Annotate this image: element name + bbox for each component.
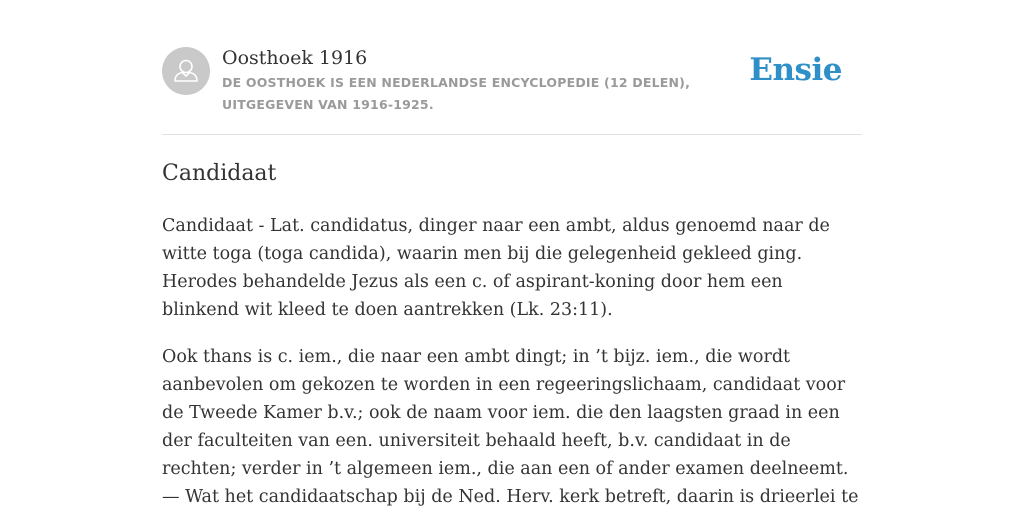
article-paragraph: Ook thans is c. iem., die naar een ambt dingt; in ’t bijz. iem., die wordt aanbevolen om gekozen te worden in een regeeringslichaam, candidaat voor de Tweede Kamer b.v.; ook de naam voor iem. die den laagsten graad in een der faculteiten van een. universiteit behaald heeft, b.v. candidaat in de rechten; verder in ’t algemeen iem., die aan een of ander examen deelneemt. — Wat het candidaatschap bij de Ned. Herv. kerk betreft, daarin is drieerlei te xyxy=(162,347,859,507)
article-body xyxy=(162,212,862,512)
source-header xyxy=(162,44,862,135)
user-icon[interactable] xyxy=(162,47,210,95)
source-title[interactable]: Oosthoek 1916 xyxy=(222,47,368,69)
source-description: DE OOSTHOEK IS EEN NEDERLANDSE ENCYCLOPEDIE (12 DELEN), UITGEGEVEN VAN 1916-1925. xyxy=(222,75,691,112)
ensie-logo[interactable]: Ensie xyxy=(749,52,842,88)
article-title: Candidaat xyxy=(162,161,277,186)
article-paragraph: Candidaat - Lat. candidatus, dinger naar een ambt, aldus genoemd naar de witte toga (toga candida), waarin men bij die gelegenheid gekleed ging. Herodes behandelde Jezus als een c. of aspirant-koning door hem een blinkend wit kleed te doen aantrekken (Lk. 23:11). xyxy=(162,216,830,320)
